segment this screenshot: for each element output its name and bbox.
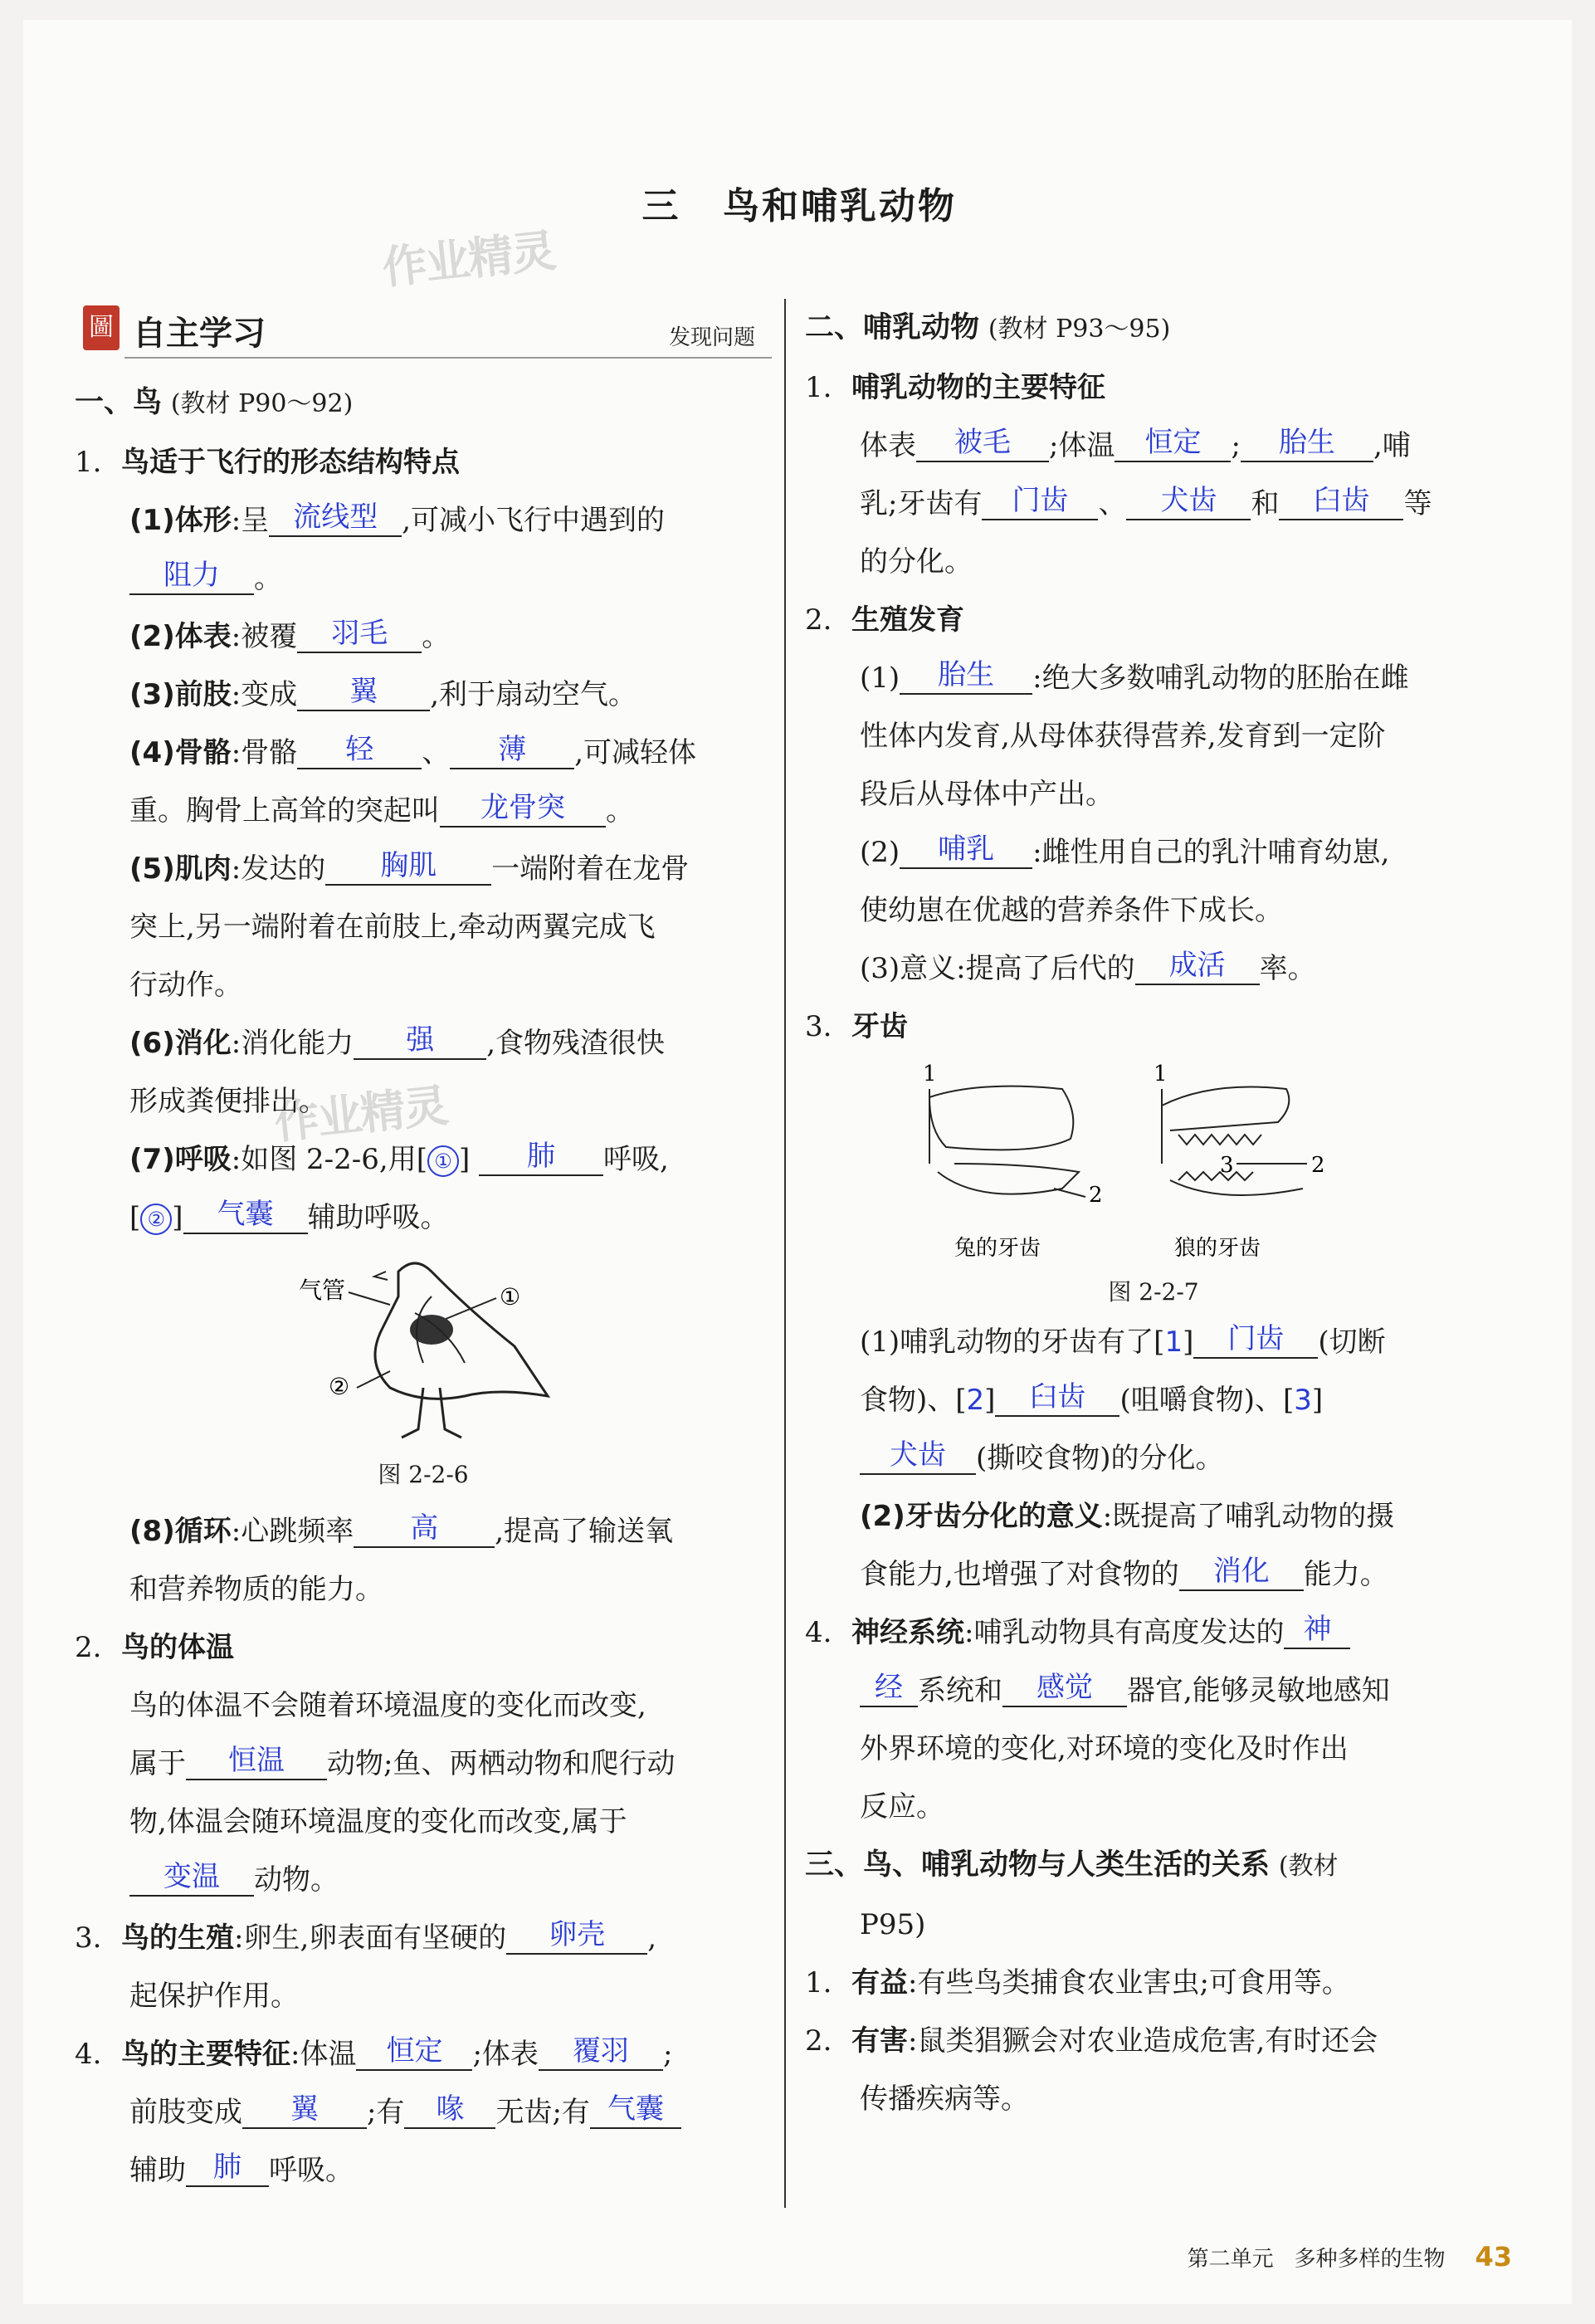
mammal-q2: 2. 生殖发育: [805, 603, 964, 637]
answer-blank: 羽毛: [297, 615, 422, 653]
mammal-q4: 4. 神经系统:哺乳动物具有高度发达的 神: [805, 1604, 1502, 1662]
breath-line2: [ ② ] 气囊 辅助呼吸。: [129, 1198, 449, 1234]
bird-q2: 2. 鸟的体温: [75, 1631, 234, 1664]
circ-line2: 和营养物质的能力。: [129, 1573, 383, 1606]
answer-blank: 翼: [242, 2091, 367, 2129]
answer-blank: 高: [354, 1510, 495, 1548]
answer-blank: 变温: [129, 1858, 254, 1897]
limb-line: (3)前肢:变成 翼 ,利于扇动空气。: [129, 675, 637, 711]
answer-blank: 臼齿: [995, 1379, 1119, 1417]
figure-caption: 图 2-2-6: [378, 1461, 469, 1488]
bird-figure: [75, 1247, 772, 1454]
answer-blank: 犬齿: [860, 1437, 976, 1475]
nerve-line2: 经 系统和 感觉 器官,能够灵敏地感知: [805, 1662, 1502, 1720]
bird-diagram: [75, 1247, 772, 1454]
repro1-line3: 段后从母体中产出。: [860, 778, 1114, 811]
title-number: 三: [641, 185, 681, 227]
answer-blank: 卵壳: [506, 1916, 647, 1955]
repro2-line: (2) 哺乳 :雌性用自己的乳汁哺育幼崽,: [860, 832, 1390, 869]
title-text: 鸟和哺乳动物: [723, 185, 957, 227]
fig-label-1: ①: [500, 1283, 521, 1311]
footer-topic: 多种多样的生物: [1294, 2247, 1446, 2272]
answer-blank: 气囊: [183, 1196, 308, 1234]
digest-line: (6)消化:消化能力 强 ,食物残渣很快: [129, 1023, 666, 1060]
body-line: (2)体表:被覆 羽毛 。: [129, 617, 451, 653]
answer-blank: 感觉: [1002, 1669, 1127, 1707]
mammal-q3: 3. 牙齿: [805, 1010, 908, 1043]
page-title: [0, 176, 1595, 229]
answer-blank: 神: [1284, 1611, 1350, 1649]
self-study-header: [75, 299, 772, 362]
answer-blank: 肺: [186, 2149, 269, 2187]
left-column: [75, 299, 772, 2200]
temp-line1: 鸟的体温不会随着环境温度的变化而改变,: [129, 1689, 646, 1722]
feat-line3: 辅助 肺 呼吸。: [129, 2151, 354, 2187]
header-rule: [124, 357, 772, 359]
marker-2: ②: [140, 1204, 172, 1235]
self-study-title: 自主学习: [133, 315, 266, 353]
teeth2-line2: 食能力,也增强了对食物的 消化 能力。: [860, 1555, 1388, 1591]
fig-label-2: ②: [329, 1373, 350, 1400]
bone-line: (4)骨骼:骨骼 轻 、 薄 ,可减轻体: [129, 733, 697, 769]
bird-q4: 4. 鸟的主要特征:体温 恒定 ;体表 覆羽 ;: [75, 2034, 673, 2071]
fig-num-2: 2: [1311, 1153, 1325, 1178]
answer-blank: 胎生: [900, 657, 1032, 695]
answer-blank: 哺乳: [900, 831, 1032, 869]
answer-blank: 犬齿: [1126, 482, 1251, 520]
repro-line2: 起保护作用。: [129, 1980, 299, 2013]
bird-section-heading: 一、鸟 (教材 P90～92): [75, 386, 354, 419]
mfeat-line2: 乳;牙齿有 门齿 、 犬齿 和 臼齿 等: [860, 484, 1432, 520]
circ-line: (8)循环:心跳频率 高 ,提高了输送氧: [129, 1511, 674, 1548]
answer-blank: 翼: [297, 673, 430, 711]
answer-blank: 门齿: [982, 482, 1098, 520]
answer-blank: 阻力: [129, 557, 254, 595]
temp-line3: 物,体温会随环境温度的变化而改变,属于: [129, 1805, 627, 1838]
answer-blank: 龙骨突: [440, 789, 606, 828]
watermark: 作业精灵: [271, 1079, 450, 1150]
teeth-diagram: [805, 1056, 1502, 1272]
teeth2-line: (2)牙齿分化的意义:既提高了哺乳动物的摄: [860, 1500, 1395, 1533]
fig-label-trachea: 气管: [299, 1277, 346, 1304]
repro1-line2: 性体内发育,从母体获得营养,发育到一定阶: [860, 720, 1386, 753]
wolf-caption: 狼的牙齿: [1174, 1236, 1261, 1261]
muscle-line2: 突上,另一端附着在前肢上,牵动两翼完成飞: [129, 911, 656, 944]
answer-blank: 恒定: [356, 2033, 472, 2071]
fig-num-2: 2: [1089, 1183, 1103, 1208]
mammal-section-heading: 二、哺乳动物 (教材 P93～95): [805, 311, 1171, 344]
answer-blank: 喙: [404, 2091, 495, 2129]
nerve-line4: 反应。: [860, 1790, 944, 1824]
breath-line: (7)呼吸:如图 2-2-6,用[ ① ] 肺 呼吸,: [129, 1140, 669, 1176]
page-footer: [1188, 2241, 1512, 2273]
answer-blank: 臼齿: [1279, 482, 1403, 520]
answer-blank: 成活: [1135, 947, 1260, 985]
answer-blank: 气囊: [590, 2091, 681, 2129]
teeth1-line2: 食物)、[2] 臼齿 (咀嚼食物)、[3]: [860, 1380, 1324, 1417]
right-column: [805, 299, 1502, 2128]
fig-num-1: 1: [1154, 1062, 1168, 1086]
temp-line2: 属于 恒温 动物;鱼、两栖动物和爬行动: [129, 1744, 676, 1780]
mfeat-line1: 体表 被毛 ;体温 恒定 ; 胎生 ,哺: [860, 426, 1411, 462]
shape-line: (1)体形:呈 流线型 ,可减小飞行中遇到的: [129, 500, 666, 537]
answer-blank: 强: [354, 1022, 486, 1060]
answer-blank: 门齿: [1193, 1321, 1318, 1359]
relation-q2: 2. 有害:鼠类猖獗会对农业造成危害,有时还会: [805, 2024, 1378, 2058]
teeth1-line: (1)哺乳动物的牙齿有了[1] 门齿 (切断: [860, 1322, 1386, 1359]
teeth-figure: [805, 1056, 1502, 1272]
answer-blank: 肺: [479, 1138, 603, 1176]
digest-line2: 形成粪便排出。: [129, 1085, 327, 1118]
watermark: 作业精灵: [379, 224, 558, 295]
repro2-line2: 使幼崽在优越的营养条件下成长。: [860, 894, 1283, 927]
muscle-line: (5)肌肉:发达的 胸肌 一端附着在龙骨: [129, 849, 690, 886]
fig-num-3: 3: [1220, 1153, 1234, 1178]
answer-blank: 经: [860, 1669, 918, 1707]
answer-blank: 轻: [297, 731, 422, 769]
fig-num-1: 1: [923, 1062, 937, 1086]
footer-unit: 第二单元: [1187, 2247, 1274, 2272]
marker-1: ①: [427, 1145, 459, 1177]
repro1-line: (1) 胎生 :绝大多数哺乳动物的胚胎在雌: [860, 658, 1409, 695]
self-study-subtitle: 发现问题: [668, 325, 755, 350]
answer-blank: 薄: [450, 731, 574, 769]
temp-line4: 变温 动物。: [75, 1851, 772, 1909]
repro3-line: (3)意义:提高了后代的 成活 率。: [860, 949, 1316, 985]
bird-q3: 3. 鸟的生殖:卵生,卵表面有坚硬的 卵壳 ,: [75, 1918, 657, 1955]
mammal-q1: 1. 哺乳动物的主要特征: [805, 371, 1105, 404]
teeth1-line3: 犬齿 (撕咬食物)的分化。: [805, 1429, 1502, 1487]
answer-blank: 胎生: [1241, 424, 1373, 462]
nerve-line3: 外界环境的变化,对环境的变化及时作出: [860, 1732, 1349, 1765]
page-number: 43: [1475, 2241, 1512, 2273]
rabbit-caption: 兔的牙齿: [954, 1236, 1041, 1261]
figure-caption: 图 2-2-7: [1108, 1278, 1199, 1306]
answer-blank: 恒温: [186, 1742, 327, 1780]
answer-blank: 恒定: [1115, 424, 1231, 462]
column-divider: [784, 299, 786, 2208]
relation-q2-line2: 传播疾病等。: [860, 2082, 1029, 2116]
answer-blank: 消化: [1179, 1553, 1304, 1591]
shape-line2: 阻力 。: [75, 549, 772, 608]
bone-line2: 重。胸骨上高耸的突起叫 龙骨突 。: [129, 791, 634, 828]
muscle-line3: 行动作。: [129, 969, 242, 1002]
relation-ref: P95): [860, 1908, 926, 1941]
mfeat-line3: 的分化。: [860, 545, 973, 579]
answer-blank: 胸肌: [325, 847, 491, 886]
relation-q1: 1. 有益:有些鸟类捕食农业害虫;可食用等。: [805, 1966, 1350, 1999]
relation-section-heading: 三、鸟、哺乳动物与人类生活的关系 (教材: [805, 1848, 1339, 1882]
bird-q1: 1. 鸟适于飞行的形态结构特点: [75, 446, 460, 479]
feat-line2: 前肢变成 翼 ;有 喙 无齿;有 气囊: [75, 2083, 772, 2141]
answer-blank: 覆羽: [539, 2033, 663, 2071]
answer-blank: 被毛: [916, 424, 1049, 462]
answer-blank: 流线型: [269, 499, 402, 537]
section-icon: 圖: [83, 305, 120, 350]
